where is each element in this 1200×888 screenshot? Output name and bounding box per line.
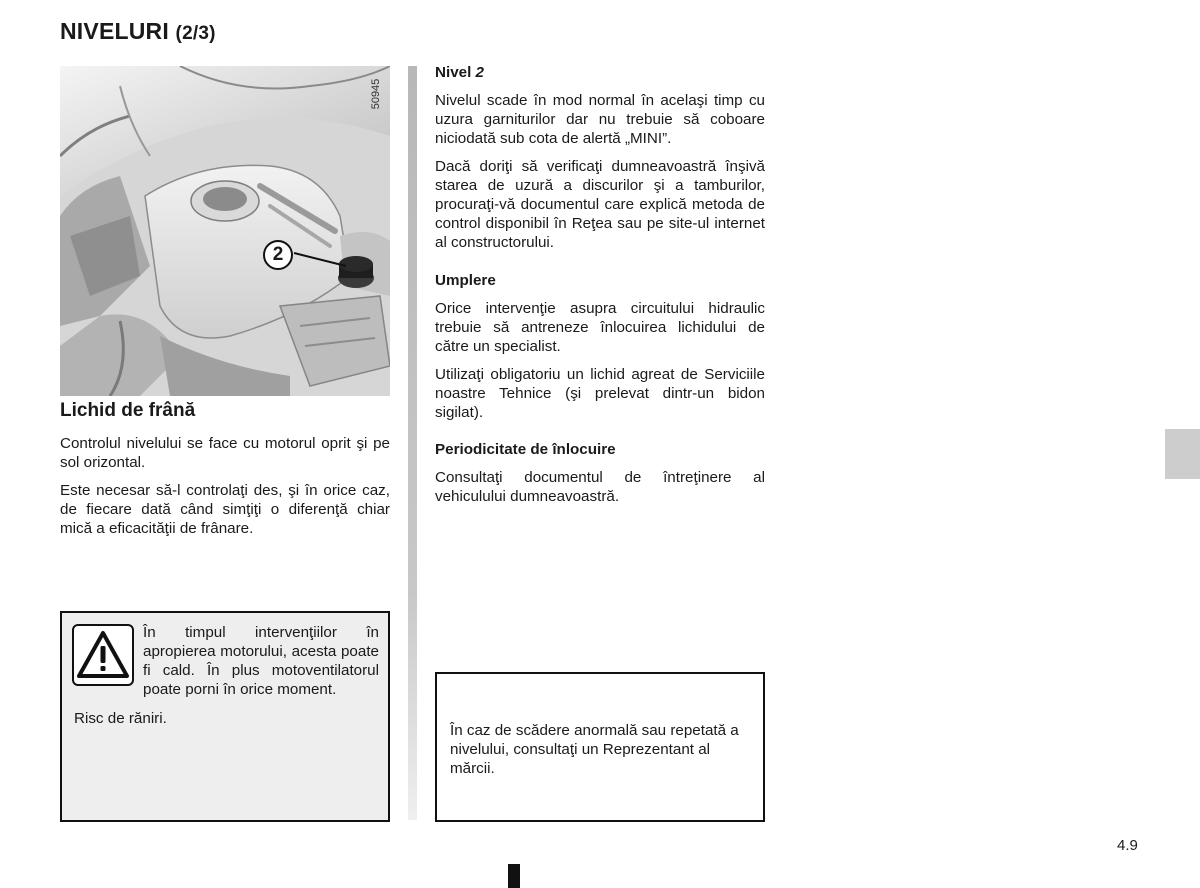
periodicitate-paragraph: Consultaţi documentul de întreţinere al vehiculului dumneavoastră. xyxy=(435,469,765,505)
brake-fluid-paragraph-1: Controlul nivelului se face cu motorul oprit şi pe sol orizontal. xyxy=(60,435,390,471)
figure-code-text: 50945 xyxy=(370,78,382,110)
warning-risk: Risc de răniri. xyxy=(74,710,167,727)
nivel-number: 2 xyxy=(475,64,484,81)
page-title xyxy=(60,18,216,45)
callout-number: 2 xyxy=(263,240,293,270)
binding-mark xyxy=(508,864,520,888)
engine-bay-illustration xyxy=(60,66,390,396)
nivel-paragraph-2: Dacă doriţi să verificaţi dumneavoastră înşivă starea de uzură a discurilor şi a tamburilor, procuraţi-vă documentul care explică metoda de control disponibil în Reţea sau pe site-ul internet al constructorului. xyxy=(435,158,765,251)
page-title-part: (2/3) xyxy=(175,23,216,44)
warning-text: În timpul intervenţiilor în apropierea motorului, acesta poate fi cald. În plus motoventilatorul poate porni în orice moment. xyxy=(143,624,379,698)
umplere-paragraph-2: Utilizaţi obligatoriu un lichid agreat de Serviciile noastre Tehnice (şi prelevat dintr-un bidon sigilat). xyxy=(435,366,765,421)
section-heading-brake-fluid: Lichid de frână xyxy=(60,400,196,421)
subheading-nivel xyxy=(435,63,484,82)
note-box xyxy=(435,672,765,822)
umplere-paragraph-1: Orice intervenţie asupra circuitului hidraulic trebuie să antreneze înlocuirea lichidului de către un specialist. xyxy=(435,300,765,355)
thumb-index-tab xyxy=(1165,429,1200,479)
figure-code xyxy=(368,74,384,114)
warning-triangle-icon xyxy=(72,624,134,686)
warning-box xyxy=(60,611,390,822)
note-text: În caz de scădere anormală sau repetată a nivelului, consultaţi un Reprezentant al mărcii. xyxy=(450,722,739,777)
page-number: 4.9 xyxy=(1117,837,1138,854)
nivel-paragraph-1: Nivelul scade în mod normal în acelaşi timp cu uzura garniturilor dar nu trebuie să coboare niciodată sub cota de alertă „MINI”. xyxy=(435,92,765,147)
engine-bay-photo xyxy=(60,66,390,396)
nivel-label: Nivel xyxy=(435,64,472,81)
column-divider xyxy=(408,66,417,820)
subheading-periodicitate: Periodicitate de înlocuire xyxy=(435,441,616,458)
subheading-umplere: Umplere xyxy=(435,272,496,289)
page-title-text: NIVELURI xyxy=(60,18,169,44)
brake-fluid-paragraph-2: Este necesar să-l controlaţi des, şi în orice caz, de fiecare dată când simţiţi o diferenţă chiar mică a eficacităţii de frânare. xyxy=(60,482,390,537)
